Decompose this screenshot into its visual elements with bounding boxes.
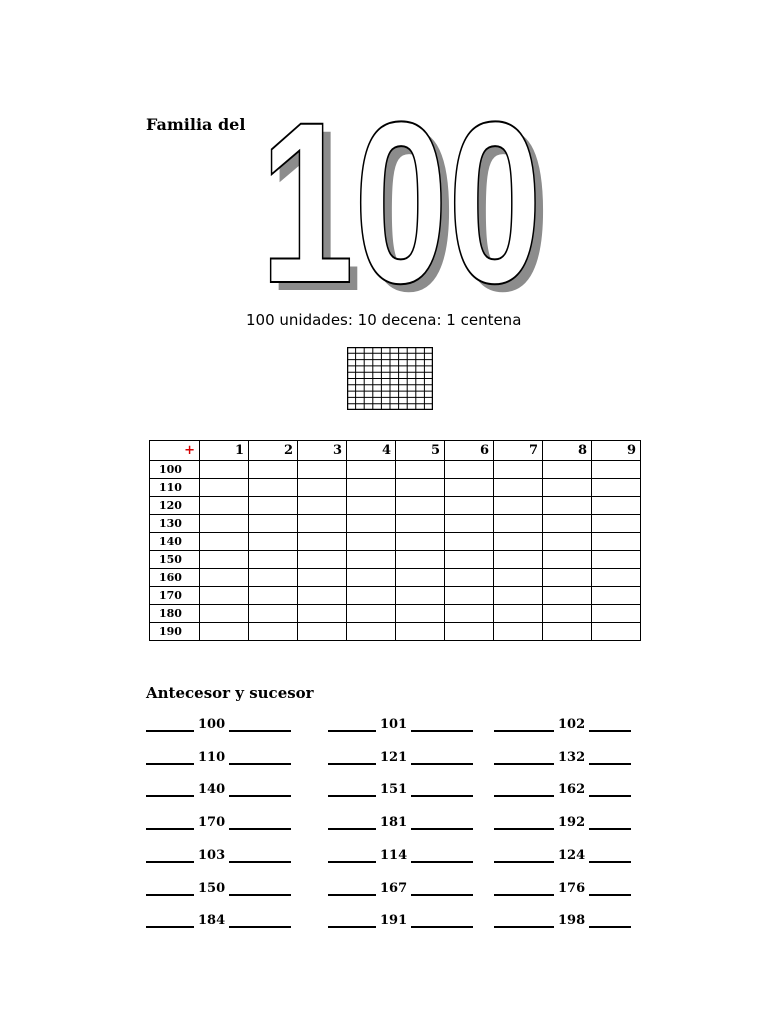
table-row bbox=[150, 497, 641, 515]
exercise-number: 114 bbox=[380, 847, 408, 863]
predecessor-blank[interactable] bbox=[146, 882, 194, 896]
exercise-item bbox=[328, 750, 473, 765]
exercise-row bbox=[146, 848, 666, 868]
answer-cell[interactable] bbox=[494, 533, 543, 551]
exercise-row bbox=[146, 782, 666, 802]
exercise-number: 181 bbox=[380, 815, 408, 831]
answer-cell[interactable] bbox=[249, 497, 298, 515]
answer-cell[interactable] bbox=[347, 497, 396, 515]
successor-blank[interactable] bbox=[589, 783, 631, 797]
answer-cell[interactable] bbox=[445, 497, 494, 515]
table-row bbox=[150, 605, 641, 623]
answer-cell[interactable] bbox=[396, 605, 445, 623]
successor-blank[interactable] bbox=[589, 914, 631, 928]
column-header: 6 bbox=[445, 441, 494, 461]
column-header: 8 bbox=[543, 441, 592, 461]
successor-blank[interactable] bbox=[411, 816, 473, 830]
predecessor-blank[interactable] bbox=[328, 914, 376, 928]
exercise-number: 150 bbox=[198, 880, 226, 896]
answer-cell[interactable] bbox=[494, 551, 543, 569]
answer-cell[interactable] bbox=[347, 587, 396, 605]
predecessor-blank[interactable] bbox=[328, 718, 376, 732]
answer-cell[interactable] bbox=[347, 479, 396, 497]
answer-cell[interactable] bbox=[592, 479, 641, 497]
successor-blank[interactable] bbox=[229, 882, 291, 896]
successor-blank[interactable] bbox=[229, 751, 291, 765]
predecessor-blank[interactable] bbox=[328, 816, 376, 830]
exercise-number: 176 bbox=[558, 880, 586, 896]
predecessor-blank[interactable] bbox=[146, 751, 194, 765]
exercise-number: 101 bbox=[380, 717, 408, 732]
exercise-item bbox=[146, 782, 291, 797]
exercise-item bbox=[494, 815, 631, 830]
predecessor-blank[interactable] bbox=[146, 816, 194, 830]
answer-cell[interactable] bbox=[396, 533, 445, 551]
answer-cell[interactable] bbox=[200, 569, 249, 587]
exercise-number: 100 bbox=[198, 717, 226, 732]
answer-cell[interactable] bbox=[298, 605, 347, 623]
table-row bbox=[150, 479, 641, 497]
column-header: 2 bbox=[249, 441, 298, 461]
hundred-block-icon bbox=[347, 347, 433, 410]
row-header: 130 bbox=[150, 515, 200, 533]
row-header: 160 bbox=[150, 569, 200, 587]
answer-cell[interactable] bbox=[543, 497, 592, 515]
exercise-number: 191 bbox=[380, 913, 408, 929]
table-row bbox=[150, 587, 641, 605]
answer-cell[interactable] bbox=[592, 461, 641, 479]
answer-cell[interactable] bbox=[200, 623, 249, 641]
exercise-item bbox=[328, 848, 473, 863]
exercise-item bbox=[146, 815, 291, 830]
successor-blank[interactable] bbox=[229, 783, 291, 797]
exercise-number: 140 bbox=[198, 782, 226, 798]
exercise-row bbox=[146, 815, 666, 835]
successor-blank[interactable] bbox=[411, 751, 473, 765]
answer-cell[interactable] bbox=[592, 623, 641, 641]
answer-cell[interactable] bbox=[396, 497, 445, 515]
answer-cell[interactable] bbox=[200, 497, 249, 515]
row-header: 100 bbox=[150, 461, 200, 479]
answer-cell[interactable] bbox=[298, 479, 347, 497]
answer-cell[interactable] bbox=[347, 605, 396, 623]
exercise-item bbox=[146, 913, 291, 928]
exercise-number: 103 bbox=[198, 847, 226, 863]
exercise-number: 162 bbox=[558, 782, 586, 798]
successor-blank[interactable] bbox=[411, 914, 473, 928]
predecessor-blank[interactable] bbox=[146, 849, 194, 863]
answer-cell[interactable] bbox=[249, 623, 298, 641]
exercise-number: 184 bbox=[198, 913, 226, 929]
exercise-item bbox=[328, 913, 473, 928]
predecessor-blank[interactable] bbox=[328, 882, 376, 896]
exercise-item bbox=[494, 848, 631, 863]
answer-cell[interactable] bbox=[445, 569, 494, 587]
predecessor-blank[interactable] bbox=[146, 914, 194, 928]
exercise-number: 132 bbox=[558, 749, 586, 765]
answer-cell[interactable] bbox=[347, 533, 396, 551]
exercise-item bbox=[328, 881, 473, 896]
answer-cell[interactable] bbox=[396, 569, 445, 587]
exercise-item bbox=[494, 881, 631, 896]
table-row bbox=[150, 551, 641, 569]
answer-cell[interactable] bbox=[494, 587, 543, 605]
answer-cell[interactable] bbox=[592, 497, 641, 515]
answer-cell[interactable] bbox=[592, 533, 641, 551]
table-row bbox=[150, 569, 641, 587]
exercise-row bbox=[146, 750, 666, 770]
exercise-item bbox=[494, 717, 631, 732]
answer-cell[interactable] bbox=[249, 515, 298, 533]
exercise-item bbox=[328, 717, 473, 732]
row-header: 170 bbox=[150, 587, 200, 605]
answer-cell[interactable] bbox=[396, 551, 445, 569]
exercise-item bbox=[146, 848, 291, 863]
table-row bbox=[150, 623, 641, 641]
exercise-number: 167 bbox=[380, 880, 408, 896]
answer-cell[interactable] bbox=[543, 479, 592, 497]
answer-cell[interactable] bbox=[445, 623, 494, 641]
answer-cell[interactable] bbox=[494, 623, 543, 641]
answer-cell[interactable] bbox=[445, 479, 494, 497]
exercise-number: 102 bbox=[558, 717, 586, 732]
answer-cell[interactable] bbox=[347, 515, 396, 533]
answer-cell[interactable] bbox=[200, 605, 249, 623]
answer-cell[interactable] bbox=[494, 569, 543, 587]
successor-blank[interactable] bbox=[589, 849, 631, 863]
answer-cell[interactable] bbox=[543, 587, 592, 605]
answer-cell[interactable] bbox=[494, 515, 543, 533]
successor-blank[interactable] bbox=[229, 816, 291, 830]
answer-cell[interactable] bbox=[543, 461, 592, 479]
exercise-number: 192 bbox=[558, 815, 586, 831]
exercise-row bbox=[146, 913, 666, 933]
row-header: 190 bbox=[150, 623, 200, 641]
answer-cell[interactable] bbox=[200, 461, 249, 479]
exercise-row bbox=[146, 881, 666, 901]
exercise-item bbox=[494, 782, 631, 797]
answer-cell[interactable] bbox=[347, 569, 396, 587]
answer-cell[interactable] bbox=[298, 569, 347, 587]
answer-cell[interactable] bbox=[200, 515, 249, 533]
section-title: Antecesor y sucesor bbox=[146, 684, 314, 702]
exercise-item bbox=[328, 782, 473, 797]
row-header: 140 bbox=[150, 533, 200, 551]
answer-cell[interactable] bbox=[200, 551, 249, 569]
answer-cell[interactable] bbox=[396, 461, 445, 479]
successor-blank[interactable] bbox=[411, 849, 473, 863]
answer-cell[interactable] bbox=[298, 533, 347, 551]
answer-cell[interactable] bbox=[445, 533, 494, 551]
answer-cell[interactable] bbox=[249, 569, 298, 587]
answer-cell[interactable] bbox=[494, 605, 543, 623]
answer-cell[interactable] bbox=[298, 551, 347, 569]
predecessor-blank[interactable] bbox=[328, 751, 376, 765]
column-header: 5 bbox=[396, 441, 445, 461]
predecessor-blank[interactable] bbox=[494, 783, 554, 797]
exercise-number: 151 bbox=[380, 782, 408, 798]
successor-blank[interactable] bbox=[411, 882, 473, 896]
answer-cell[interactable] bbox=[396, 479, 445, 497]
column-header: 3 bbox=[298, 441, 347, 461]
column-header: 9 bbox=[592, 441, 641, 461]
answer-cell[interactable] bbox=[445, 587, 494, 605]
exercise-number: 198 bbox=[558, 913, 586, 929]
row-header: 150 bbox=[150, 551, 200, 569]
answer-cell[interactable] bbox=[396, 515, 445, 533]
answer-cell[interactable] bbox=[347, 461, 396, 479]
answer-cell[interactable] bbox=[592, 605, 641, 623]
answer-cell[interactable] bbox=[347, 551, 396, 569]
answer-cell[interactable] bbox=[494, 497, 543, 515]
predecessor-blank[interactable] bbox=[494, 751, 554, 765]
successor-blank[interactable] bbox=[589, 882, 631, 896]
answer-cell[interactable] bbox=[298, 623, 347, 641]
answer-cell[interactable] bbox=[543, 551, 592, 569]
predecessor-blank[interactable] bbox=[494, 914, 554, 928]
answer-cell[interactable] bbox=[200, 587, 249, 605]
table-row bbox=[150, 515, 641, 533]
answer-cell[interactable] bbox=[298, 461, 347, 479]
successor-blank[interactable] bbox=[589, 751, 631, 765]
exercise-item bbox=[328, 815, 473, 830]
successor-blank[interactable] bbox=[589, 816, 631, 830]
column-header: 4 bbox=[347, 441, 396, 461]
successor-blank[interactable] bbox=[229, 718, 291, 732]
answer-cell[interactable] bbox=[445, 551, 494, 569]
answer-cell[interactable] bbox=[445, 605, 494, 623]
exercise-row bbox=[146, 717, 666, 737]
exercise-item bbox=[494, 913, 631, 928]
column-header: 7 bbox=[494, 441, 543, 461]
answer-cell[interactable] bbox=[298, 587, 347, 605]
answer-cell[interactable] bbox=[396, 623, 445, 641]
big-number-100 bbox=[250, 106, 560, 306]
answer-cell[interactable] bbox=[249, 605, 298, 623]
table-header-row bbox=[150, 441, 641, 461]
answer-cell[interactable] bbox=[445, 461, 494, 479]
exercise-item bbox=[146, 717, 291, 732]
exercise-number: 110 bbox=[198, 749, 226, 765]
answer-cell[interactable] bbox=[445, 515, 494, 533]
answer-cell[interactable] bbox=[494, 479, 543, 497]
predecessor-blank[interactable] bbox=[328, 849, 376, 863]
answer-cell[interactable] bbox=[249, 587, 298, 605]
answer-cell[interactable] bbox=[200, 533, 249, 551]
answer-cell[interactable] bbox=[347, 623, 396, 641]
exercise-number: 170 bbox=[198, 815, 226, 831]
answer-cell[interactable] bbox=[592, 551, 641, 569]
plus-sign: + bbox=[150, 441, 200, 461]
exercise-item bbox=[146, 881, 291, 896]
successor-blank[interactable] bbox=[589, 718, 631, 732]
predecessor-blank[interactable] bbox=[494, 849, 554, 863]
answer-cell[interactable] bbox=[592, 569, 641, 587]
answer-cell[interactable] bbox=[543, 515, 592, 533]
successor-blank[interactable] bbox=[229, 914, 291, 928]
addition-table bbox=[149, 440, 641, 641]
successor-blank[interactable] bbox=[411, 783, 473, 797]
answer-cell[interactable] bbox=[396, 587, 445, 605]
answer-cell[interactable] bbox=[249, 533, 298, 551]
answer-cell[interactable] bbox=[543, 533, 592, 551]
predecessor-blank[interactable] bbox=[494, 882, 554, 896]
answer-cell[interactable] bbox=[494, 461, 543, 479]
answer-cell[interactable] bbox=[298, 515, 347, 533]
answer-cell[interactable] bbox=[543, 605, 592, 623]
column-header: 1 bbox=[200, 441, 249, 461]
place-value-subtitle: 100 unidades: 10 decena: 1 centena bbox=[246, 311, 522, 329]
predecessor-blank[interactable] bbox=[146, 783, 194, 797]
answer-cell[interactable] bbox=[592, 515, 641, 533]
answer-cell[interactable] bbox=[200, 479, 249, 497]
table-row bbox=[150, 533, 641, 551]
table-row bbox=[150, 461, 641, 479]
exercise-number: 124 bbox=[558, 847, 586, 863]
answer-cell[interactable] bbox=[298, 497, 347, 515]
successor-blank[interactable] bbox=[229, 849, 291, 863]
answer-cell[interactable] bbox=[543, 569, 592, 587]
successor-blank[interactable] bbox=[411, 718, 473, 732]
exercise-item bbox=[146, 750, 291, 765]
svg-text:100: 100 bbox=[260, 106, 542, 306]
page-title: Familia del bbox=[146, 115, 246, 134]
answer-cell[interactable] bbox=[592, 587, 641, 605]
row-header: 110 bbox=[150, 479, 200, 497]
row-header: 180 bbox=[150, 605, 200, 623]
svg-text:100: 100 bbox=[268, 106, 550, 306]
row-header: 120 bbox=[150, 497, 200, 515]
exercise-item bbox=[494, 750, 631, 765]
predecessor-blank[interactable] bbox=[328, 783, 376, 797]
predecessor-blank[interactable] bbox=[494, 718, 554, 732]
exercise-number: 121 bbox=[380, 749, 408, 765]
answer-cell[interactable] bbox=[543, 623, 592, 641]
answer-cell[interactable] bbox=[249, 479, 298, 497]
predecessor-blank[interactable] bbox=[494, 816, 554, 830]
predecessor-blank[interactable] bbox=[146, 718, 194, 732]
answer-cell[interactable] bbox=[249, 551, 298, 569]
answer-cell[interactable] bbox=[249, 461, 298, 479]
